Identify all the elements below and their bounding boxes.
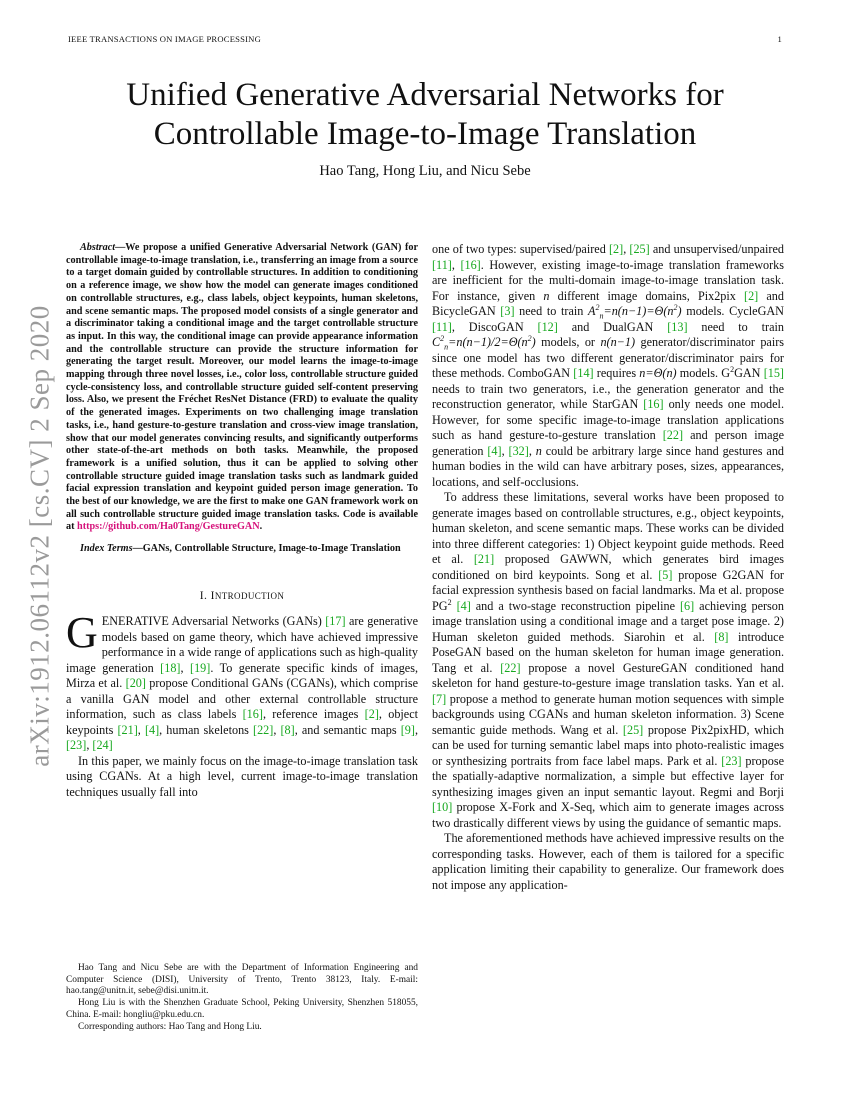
citation[interactable]: [4] [456,598,471,613]
citation[interactable]: [10] [432,800,453,814]
footnotes [66,963,418,1033]
citation[interactable]: [11] [432,257,452,272]
citation[interactable]: [14] [573,366,594,380]
citation[interactable]: [16] [242,707,263,722]
page-number: 1 [777,34,782,44]
citation[interactable]: [4] [144,722,160,737]
citation[interactable]: [5] [658,567,673,582]
journal-name: IEEE TRANSACTIONS ON IMAGE PROCESSING [68,34,261,44]
index-terms [66,543,418,556]
right-paragraph-2: To address these limitations, several works have been proposed to generate images based on controllable structures, e.g., object keypoints, human skeleton, and scene semantic maps. These works can be divided into three different categories: 1) Object keypoint guide methods. Reed et al. [21] proposed GAWWN, which generates bird images conditioned on bird keypoints. Song et al. [5] propose G2GAN for facial expression synthesis based on facial landmarks. Ma et al. propose $PG^2$ [4] and a two-stage reconstruction pipeline [6] achieving person image translation using a conditional image and a target pose image. 2) Human skeleton guided methods. Siarohin et al. [8] introduce PoseGAN based on the human skeleton for human image generation. Tang et al. [22] propose a novel GestureGAN conditioned hand skeleton for hand gesture-to-gesture image translation tasks. Yan et al. [7] propose a method to generate human motion sequences with simple backgrounds using CGANs and human skeleton information. 3) Scene semantic guide methods. Wang et al. [25] propose Pix2pixHD, which can be used for turning semantic label maps into photo-realistic images or synthesizing portraits from face label maps. Park et al. [23] propose the spatially-adaptive normalization, a simple but effective layer for synthesizing images given an input semantic layout. Regmi and Borji [10] propose X-Fork and X-Seq, which aim to generate images across two drastically different views by using the guidance of semantic maps. [432,490,785,830]
citation[interactable]: [16] [460,257,481,272]
footnote-corresponding: Corresponding authors: Hao Tang and Hong Liu. [78,1021,262,1032]
citation[interactable]: [25] [622,722,644,737]
citation[interactable]: [16] [643,397,664,411]
arxiv-identifier: arXiv:1912.06112v2 [cs.CV] 2 Sep 2020 [24,305,55,767]
author-list: Hao Tang, Hong Liu, and Nicu Sebe [319,163,531,179]
right-paragraph-3: The aforementioned methods have achieved impressive results on the corresponding tasks. However, each of them is tailored for a specific application limiting their capability to generalize. Our framework does not impose any application- [432,831,784,892]
section-heading-introduction: I. INTRODUCTION [199,588,285,602]
citation[interactable]: [22] [500,660,521,675]
citation[interactable]: [8] [280,722,295,737]
citation[interactable]: [24] [92,738,113,753]
citation[interactable]: [6] [679,598,695,613]
citation[interactable]: [3] [500,304,515,318]
code-link[interactable]: https://github.com/Ha0Tang/GestureGAN [77,521,260,533]
citation[interactable]: [2] [744,288,759,303]
citation[interactable]: [19] [190,660,211,675]
paper-title [60,76,790,154]
citation[interactable]: [11] [432,319,452,334]
citation[interactable]: [21] [473,552,495,566]
citation[interactable]: [2] [364,707,379,722]
citation[interactable]: [22] [662,428,684,442]
running-head [68,34,782,48]
abstract-text: —We propose a unified Generative Adversarial Network (GAN) for controllable image-to-image translation, i.e., transferring an image from a source to a target domain guided by controllable structures. In addition to conditioning on a reference image, we show how the model can generate images conditioned on controllable structures, e.g., class labels, object keypoints, human skeletons, and scene semantic maps. The proposed model consists of a single generator and a discriminator taking a conditional image and the target controllable structure as input. In this way, the conditional image can provide appearance information and the controllable structure can provide the structure information for generating the target result. Moreover, our model learns the image-to-image mapping through three novel losses, i.e., color loss, controllable structure guided cycle-consistency loss, and controllable structure guided self-content preserving loss. Also, we present the Fréchet ResNet Distance (FRD) to evaluate the quality of the generated images. Experiments on two challenging image translation tasks, i.e., hand gesture-to-gesture translation and cross-view image translation, show that our model generates convincing results, and significantly outperforms other state-of-the-art methods on both tasks. Meanwhile, the proposed framework is a unified solution, thus it can be applied to solving other controllable structure guided image translation tasks such as landmark guided facial expression translation and keypoint guided person image generation. To the best of our knowledge, we are the first to make one GAN framework work on all such controllable structure guided image translation tasks. Code is available at [66,242,418,533]
citation[interactable]: [2] [608,242,624,256]
abstract: Abstract—We propose a unified Generative Adversarial Network (GAN) for controllable image-to-image translation, i.e., transferring an image from a source to a target domain guided by controllable structures. In addition to conditioning on a reference image, we show how the model can generate images conditioned on controllable structures, e.g., class labels, object keypoints, human skeletons, and scene semantic maps. The proposed model consists of a single generator and a discriminator taking a conditional image and the target controllable structure as input. In this way, the conditional image can provide appearance information and the controllable structure can provide the structure information for generating the target result. Moreover, our model learns the image-to-image mapping through three novel losses, i.e., color loss, controllable structure guided cycle-consistency loss, and controllable structure guided self-content preserving loss. Also, we present the Fréchet ResNet Distance (FRD) to evaluate the quality of the generated images. Experiments on two challenging image translation tasks, i.e., hand gesture-to-gesture translation and cross-view image translation, show that our model generates convincing results, and significantly outperforms other state-of-the-art methods on both tasks. Meanwhile, the proposed framework is a unified solution, thus it can be applied to solving other controllable structure guided image translation tasks such as landmark guided facial expression translation and keypoint guided person image generation. To the best of our knowledge, we are the first to make one GAN framework work on all such controllable structure guided image translation tasks. Code is available at https://github.com/Ha0Tang/GestureGAN. [66,242,418,533]
math-combination: $C^2_n=n(n-1)/2=\Theta(n^2)$ [432,333,536,352]
citation[interactable]: [15] [763,366,784,380]
right-paragraph-1: one of two types: supervised/paired [2], [25] and unsupervised/unpaired [11], [16]. However, existing image-to-image translation frameworks are inefficient for the multi-domain image-to-image translation task. For instance, given n different image domains, Pix2pix [2] and BicycleGAN [3] need to train $A^2_n=n(n-1)=\Theta(n^2)$ models. CycleGAN [11], DiscoGAN [12] and DualGAN [13] need to train $C^2_n=n(n-1)/2=\Theta(n^2)$ models, or n(n−1) generator/discriminator pairs since one model has two different generator/discriminator pairs for these methods. ComboGAN [14] requires n=Θ(n) models. $G^2GAN$ [15] needs to train two generators, i.e., the generation generator and the reconstruction generator, while StarGAN [16] only needs one model. However, for some specific image-to-image translation applications such as hand gesture-to-gesture translation [22] and person image generation [4], [32], n could be arbitrary large since hand gestures and human bodies in the wild can have arbitrary poses, sizes, appearances, locations, and self-occlusions. [432,242,785,489]
citation[interactable]: [23] [66,738,87,753]
citation[interactable]: [8] [714,629,729,644]
citation[interactable]: [21] [117,722,138,737]
left-column [66,242,418,800]
citation[interactable]: [32] [508,443,529,458]
footnote-affiliation-1: Hao Tang and Nicu Sebe are with the Department of Information Engineering and Computer Science (DISI), University of Trento, Trento 38123, Italy. E-mail: hao.tang@unitn.it, sebe@disi.unitn.it. [66,963,418,997]
title-line-1: Unified Generative Adversarial Networks for [126,77,724,113]
citation[interactable]: [20] [125,676,146,691]
citation[interactable]: [4] [487,443,502,458]
citation[interactable]: [12] [537,319,558,334]
citation[interactable]: [7] [432,691,447,706]
abstract-label: Abstract [80,242,116,253]
intro-paragraph-1: GENERATIVE Adversarial Networks (GANs) [17] are generative models based on game theory, which have achieved impressive performance in a wide range of applications such as high-quality image generation [18], [19]. To generate specific kinds of images, Mirza et al. [20] propose Conditional GANs (CGANs), which comprise a vanilla GAN model and other external controllable structure information, such as class labels [16], reference images [2], object keypoints [21], [4], human skeletons [22], [8], and semantic maps [9], [23], [24] [66,608,419,753]
citation[interactable]: [9] [400,722,415,737]
math-arrangement: $A^2_n=n(n-1)=\Theta(n^2)$ [588,302,682,321]
citation[interactable]: [17] [325,614,346,629]
title-line-2: Controllable Image-to-Image Translation [153,116,697,152]
citation[interactable]: [22] [253,722,274,737]
index-terms-text: —GANs, Controllable Structure, Image-to-Image Translation [132,543,401,555]
drop-cap: G [66,608,98,658]
citation[interactable]: [18] [160,660,181,675]
intro-paragraph-2: In this paper, we mainly focus on the image-to-image translation task using CGANs. At a high level, current image-to-image translation techniques usually fall into [66,753,418,799]
footnote-affiliation-2: Hong Liu is with the Shenzhen Graduate School, Peking University, Shenzhen 518055, China. E-mail: hongliu@pku.edu.cn. [66,998,418,1020]
index-terms-label: Index Terms [80,543,133,555]
right-column [432,242,784,893]
citation[interactable]: [23] [721,753,742,768]
citation[interactable]: [13] [667,319,688,334]
citation[interactable]: [25] [629,242,650,256]
